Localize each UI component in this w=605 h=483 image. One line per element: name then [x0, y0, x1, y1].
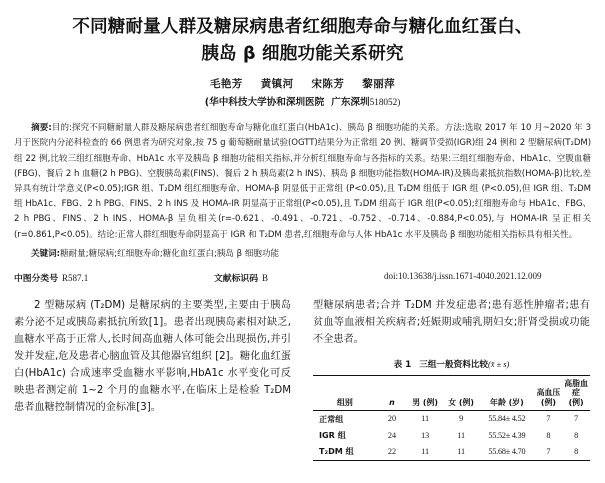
table-block: [313, 358, 590, 461]
clc-value: R587.1: [62, 273, 89, 284]
right-paragraph-text: 型糖尿病患者;合并 T₂DM 并发症患者;患有恶性肿瘤者;患有贫血等血液相关疾病者;妊娠期或哺乳期妇女;肝肾受损或功能不全患者。: [313, 300, 590, 345]
table-head: [313, 376, 590, 411]
cell-age: 55.68± 4.70: [488, 447, 526, 457]
table-number: 表 1: [393, 359, 412, 370]
abstract-text: 目的:探究不同糖耐量人群及糖尿病患者红细胞寿命与糖化血红蛋白(HbA1c)、胰岛 β 细胞功能的关系。方法:选取 2017 年 10 月~2020 年 3 月于医院内分泌科检查的 66 例患者为研究对象,按 75 g 葡萄糖耐量试验(OGTT)结果分为正常组 20 例、糖调节受损(IGR)组 24 例和 2 型糖尿病(T₂DM)组 22 例,比较三组红细胞寿命、HbA1c 水平及胰岛 β 细胞功能相关指标,并分析红细胞寿命与各指标的关系。结果:三组红细胞寿命、HbA1c、空腹血糖(FBG)、餐后 2 h 血糖(2 h PBG)、空腹胰岛素(FINS)、餐后 2 h 胰岛素(2 h INS)、胰岛 β 细胞功能指数(HOMA-IR)及胰岛素抵抗指数(HOMA-β)比较,差异具有统计学意义(P<0.05);IGR 组、T₂DM 组红细胞寿命、HOMA-β 阴显低于正常组 (P<0.05),且 T₂DM 组低于 IGR 组 (P<0.05),但 IGR 组、T₂DM 组 HbA1c、FBG、2 h PBG、FINS、2 h INS 及 HOMA-IR 阴显高于正常组(P<0.05),且 T₂DM 组高于 IGR 组(P<0.05);红细胞寿命与 HbA1c、FBG、2 h PBG、FINS、2 h INS、HOMA-β 呈负相关(r=-0.621、-0.491、-0.721、-0.752、-0.714、-0.884,P<0.05),与 HOMA-IR 呈正相关(r=0.861,P<0.05)。结论:正常人群红细胞寿命阴显高于 IGR 和 T₂DM 患者,红细胞寿命与人体 HbA1c 水平及胰岛 β 细胞功能相关指标具有相关性。: [14, 123, 591, 240]
right-column: [313, 298, 590, 461]
th-group: 组别: [336, 397, 353, 407]
th-n: n: [389, 397, 395, 407]
table-row: [313, 427, 590, 443]
cell-hyperlipidemia: 8: [574, 447, 579, 457]
keywords-block: [14, 247, 591, 262]
right-column-paragraph: [313, 298, 590, 349]
cell-hyperlipidemia: 7: [574, 414, 579, 424]
th-female: 女 (例): [448, 397, 475, 407]
cell-hypertension: 8: [546, 430, 551, 440]
cell-hypertension: 7: [546, 447, 551, 457]
cell-n: 24: [387, 430, 397, 440]
keywords-label: 关键词:: [31, 248, 61, 259]
author-2: 黄镇河: [260, 78, 294, 91]
metadata-row: [14, 271, 591, 284]
general-data-table: [313, 375, 590, 461]
affiliation: [36, 94, 569, 108]
th-hyperlipidemia-line2: (例): [568, 397, 584, 407]
author-list: [36, 76, 569, 91]
left-paragraph-text: 2 型糖尿病 (T₂DM) 是糖尿病的主要类型,主要由于胰岛素分泌不足或胰岛素抵抗所致[1]。患者出现胰岛素相对缺乏,血糖水平高于正常人,长时间高血糖人体可能会出现损伤,并引发并发症,危及患者心脑血管及其他器官组织 [2]。糖化血红蛋白(HbA1c) 合成速率受血糖水平影响,HbA1c 水平变化可反映患者测定前 1~2 个月的血糖水平,在临床上是检验 T₂DM 患者血糖控制情况的金标准[3]。: [14, 300, 291, 413]
table-title: 三组一般资料比较: [419, 359, 488, 370]
cell-hyperlipidemia: 8: [574, 430, 579, 440]
table-row: [313, 444, 590, 461]
title-line-2: 胰岛 β 细胞功能关系研究: [201, 43, 404, 64]
body-columns: [14, 298, 591, 461]
cell-male: 11: [421, 414, 430, 424]
page-title: [36, 14, 569, 67]
cell-age: 55.52± 4.39: [488, 430, 526, 440]
affiliation-city: 广东深圳: [331, 97, 370, 109]
left-column: [14, 298, 291, 461]
th-hyperlipidemia: [562, 376, 590, 411]
left-column-paragraph: [14, 298, 291, 416]
th-hypertension-line1: 高血压: [536, 388, 561, 398]
author-1: 毛艳芳: [210, 78, 243, 91]
th-male: 男 (例): [412, 397, 439, 407]
table-row: [313, 411, 590, 428]
title-line-1: 不同糖耐量人群及糖尿病患者红细胞寿命与糖化血红蛋白、: [72, 17, 533, 37]
cell-age: 55.84± 4.52: [488, 414, 526, 424]
doi-value: doi:10.13638/j.issn.1671-4040.2021.12.009: [384, 271, 542, 282]
table-caption: [313, 358, 590, 372]
th-hypertension-line2: (例): [540, 397, 556, 407]
author-3: 宋陈芳: [311, 78, 345, 91]
keywords-text: 糖耐量;糖尿病;红细胞寿命;糖化血红蛋白;胰岛 β 细胞功能: [60, 248, 280, 259]
table-stat-notation: (x̄ ± s): [488, 359, 510, 369]
affiliation-institution: (华中科技大学协和深圳医院: [204, 97, 325, 109]
cell-female: 9: [459, 414, 464, 424]
cell-group: T₂DM 组: [319, 446, 354, 457]
abstract-block: [14, 121, 591, 243]
cell-male: 13: [421, 430, 430, 440]
cell-n: 20: [387, 414, 397, 424]
abstract-label: 摘要:: [31, 123, 52, 134]
document-code: [214, 271, 384, 284]
th-age: 年龄 (岁): [490, 397, 524, 407]
th-hypertension: [535, 376, 563, 411]
affiliation-zip: 518052): [369, 97, 401, 108]
cell-group: 正常组: [319, 413, 344, 424]
cell-female: 11: [457, 430, 466, 440]
cell-female: 11: [457, 447, 466, 457]
cell-group: IGR 组: [319, 429, 346, 440]
author-4: 黎丽萍: [362, 78, 395, 91]
table-header-row: [313, 376, 590, 411]
abstract-paragraph: [14, 121, 591, 243]
clc-number: [14, 271, 214, 284]
document-code-value: B: [262, 273, 269, 284]
cell-hypertension: 7: [546, 414, 551, 424]
cell-n: 22: [387, 447, 397, 457]
table-body: [313, 411, 590, 461]
cell-male: 11: [421, 447, 430, 457]
clc-label: 中图分类号: [14, 274, 58, 285]
title-block: [0, 0, 605, 108]
document-code-label: 文献标识码: [214, 274, 258, 285]
th-hyperlipidemia-line1: 高脂血症: [564, 379, 588, 398]
